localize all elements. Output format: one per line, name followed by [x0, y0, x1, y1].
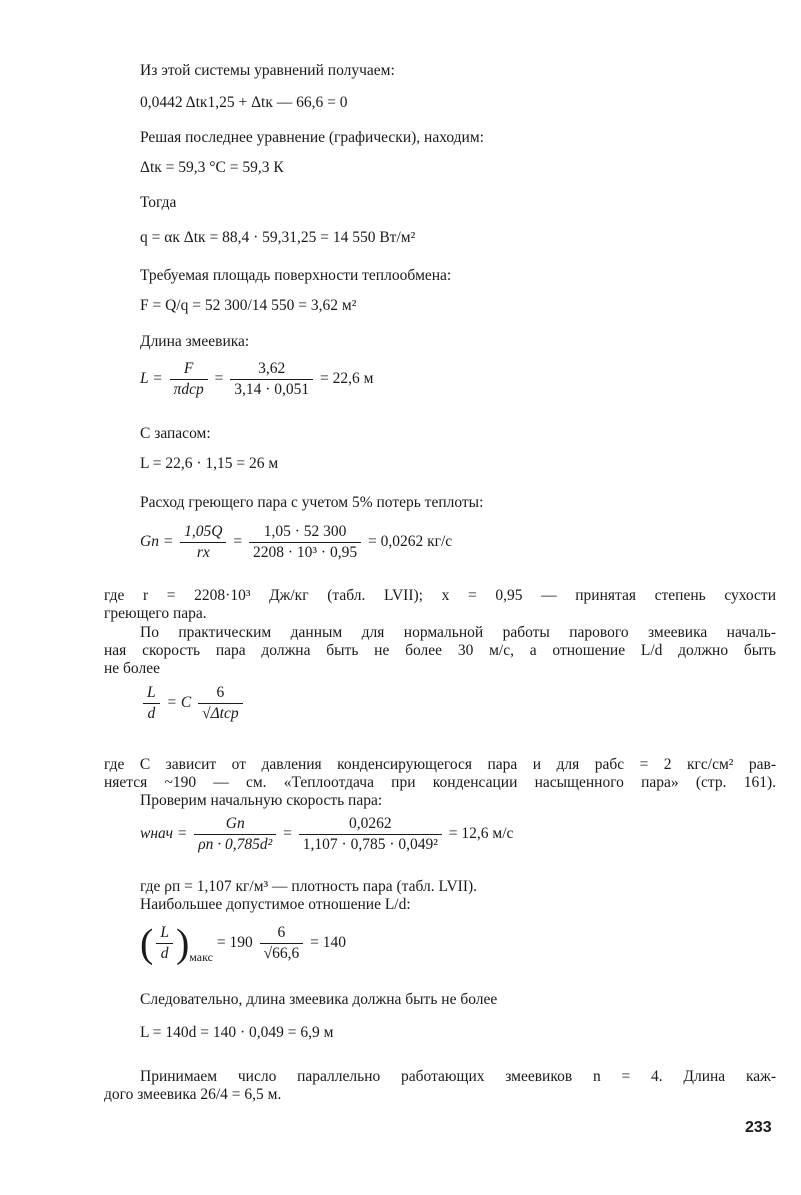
fraction	[170, 360, 208, 399]
text-line: Длина змеевика:	[140, 333, 250, 350]
denominator: rx	[196, 544, 210, 561]
text-line: Следовательно, длина змеевика должна быть не более	[140, 991, 498, 1008]
text-line: дого змеевика 26/4 = 6,5 м.	[104, 1086, 282, 1103]
equation-area: F = Q/q = 52 300/14 550 = 3,62 м²	[140, 297, 357, 314]
eq-lhs: Gп =	[140, 533, 174, 551]
text-line: Решая последнее уравнение (графически), находим:	[140, 129, 484, 146]
text-line: По практическим данным для нормальной работы парового змеевика началь-	[140, 624, 776, 641]
text-line: Расход греющего пара с учетом 5% потерь теплоты:	[140, 494, 484, 511]
eq-rhs: = 12,6 м/с	[448, 825, 514, 843]
text-line: Из этой системы уравнений получаем:	[140, 62, 395, 79]
text-line: ная скорость пара должна быть не более 30 м/с, а отношение L/d должно быть	[104, 642, 776, 659]
numerator: Gп	[194, 815, 276, 835]
numerator: L	[156, 924, 173, 944]
equation-quartic: 0,0442 Δtк1,25 + Δtк — 66,6 = 0	[140, 94, 348, 111]
equation-length-margin: L = 22,6 · 1,15 = 26 м	[140, 455, 279, 472]
numerator: 0,0262	[299, 815, 442, 835]
eq-mid: = C	[166, 694, 192, 712]
denominator: 2208 · 10³ · 0,95	[252, 544, 358, 561]
equation-heat-flux: q = αк Δtк = 88,4 · 59,31,25 = 14 550 Вт/м²	[140, 229, 416, 246]
text-line: С запасом:	[140, 425, 211, 442]
equation-max-length: L = 140d = 140 · 0,049 = 6,9 м	[140, 1024, 334, 1041]
equation-max-ratio: ( $\frac{L}{d}$ )$_{макс} = 190$ $\frac{6}{√66,6}$ = 140	[140, 920, 346, 966]
denominator: πdср	[173, 381, 204, 398]
fraction	[198, 684, 243, 723]
text-line: Наибольшее допустимое отношение L/d:	[140, 896, 411, 913]
text-line: греющего пара.	[104, 605, 207, 622]
numerator: 1,05 · 52 300	[249, 523, 361, 543]
eq-rhs: = 140	[310, 934, 346, 952]
equation-coil-length: L = $\frac{F}{\text{πdср}}$ = $\frac{3,62}{3,14 \cdot 0,051}$ = 22,6 м	[140, 360, 374, 398]
equation-steam-flow: Gп = $\frac{1,05Q}{rx}$ = $\frac{1,05 \cdot 52 300}{\text{2208 · 10³ · 0,95}}$ = 0,0262 кг/с	[140, 523, 453, 561]
numerator: 6	[198, 684, 243, 704]
denominator: ρп · 0,785d²	[198, 836, 273, 853]
eq-lhs: L =	[140, 370, 163, 388]
eq-rhs: = 22,6 м	[320, 370, 374, 388]
fraction	[156, 924, 173, 963]
numerator: F	[170, 360, 208, 380]
fraction	[249, 523, 361, 562]
subscript-max: макс	[189, 950, 213, 965]
fraction	[194, 815, 276, 854]
denominator: d	[160, 945, 169, 962]
numerator: L	[143, 684, 160, 704]
text-line: Тогда	[140, 194, 177, 211]
denominator: 3,14 · 0,051	[234, 381, 310, 398]
numerator: 6	[260, 924, 304, 944]
text-line: где r = 2208·10³ Дж/кг (табл. LVII); x = 0,95 — принятая степень сухости	[104, 587, 776, 604]
text-line: няется ~190 — см. «Теплоотдача при конденсации насыщенного пара» (стр. 161).	[104, 774, 776, 791]
fraction	[230, 360, 313, 399]
eq-mid: = 190	[216, 934, 253, 952]
fraction	[299, 815, 442, 854]
text-line: не более	[104, 660, 160, 677]
eq-rhs: = 0,0262 кг/с	[367, 533, 453, 551]
equation-delta-t: Δtк = 59,3 °С = 59,3 К	[140, 159, 284, 176]
page-number: 233	[745, 1119, 772, 1136]
eq-lhs: wнач =	[140, 825, 188, 843]
fraction	[143, 684, 160, 723]
denominator: √Δtср	[202, 705, 239, 722]
denominator: √66,6	[263, 945, 300, 962]
equation-l-over-d	[140, 684, 246, 723]
denominator: 1,107 · 0,785 · 0,049²	[302, 836, 438, 853]
text-line: где C зависит от давления конденсирующегося пара и для pабс = 2 кгс/см² рав-	[104, 756, 776, 773]
denominator: d	[147, 705, 156, 722]
numerator: 1,05Q	[180, 523, 226, 543]
text-line: Принимаем число параллельно работающих змеевиков n = 4. Длина каж-	[140, 1068, 776, 1085]
text-line: Требуемая площадь поверхности теплообмена:	[140, 267, 452, 284]
text-line: Проверим начальную скорость пара:	[140, 792, 383, 809]
text-line: где ρп = 1,107 кг/м³ — плотность пара (табл. LVII).	[140, 878, 478, 895]
numerator: 3,62	[230, 360, 313, 380]
equation-initial-velocity: wнач = $\frac{Gп}{\text{ρп · 0,785d²}}$ = $\frac{0,0262}{\text{1,107 · 0,785 · 0,049²}}$ = 12,6 м/с	[140, 815, 514, 853]
fraction	[180, 523, 226, 562]
fraction	[260, 924, 304, 963]
